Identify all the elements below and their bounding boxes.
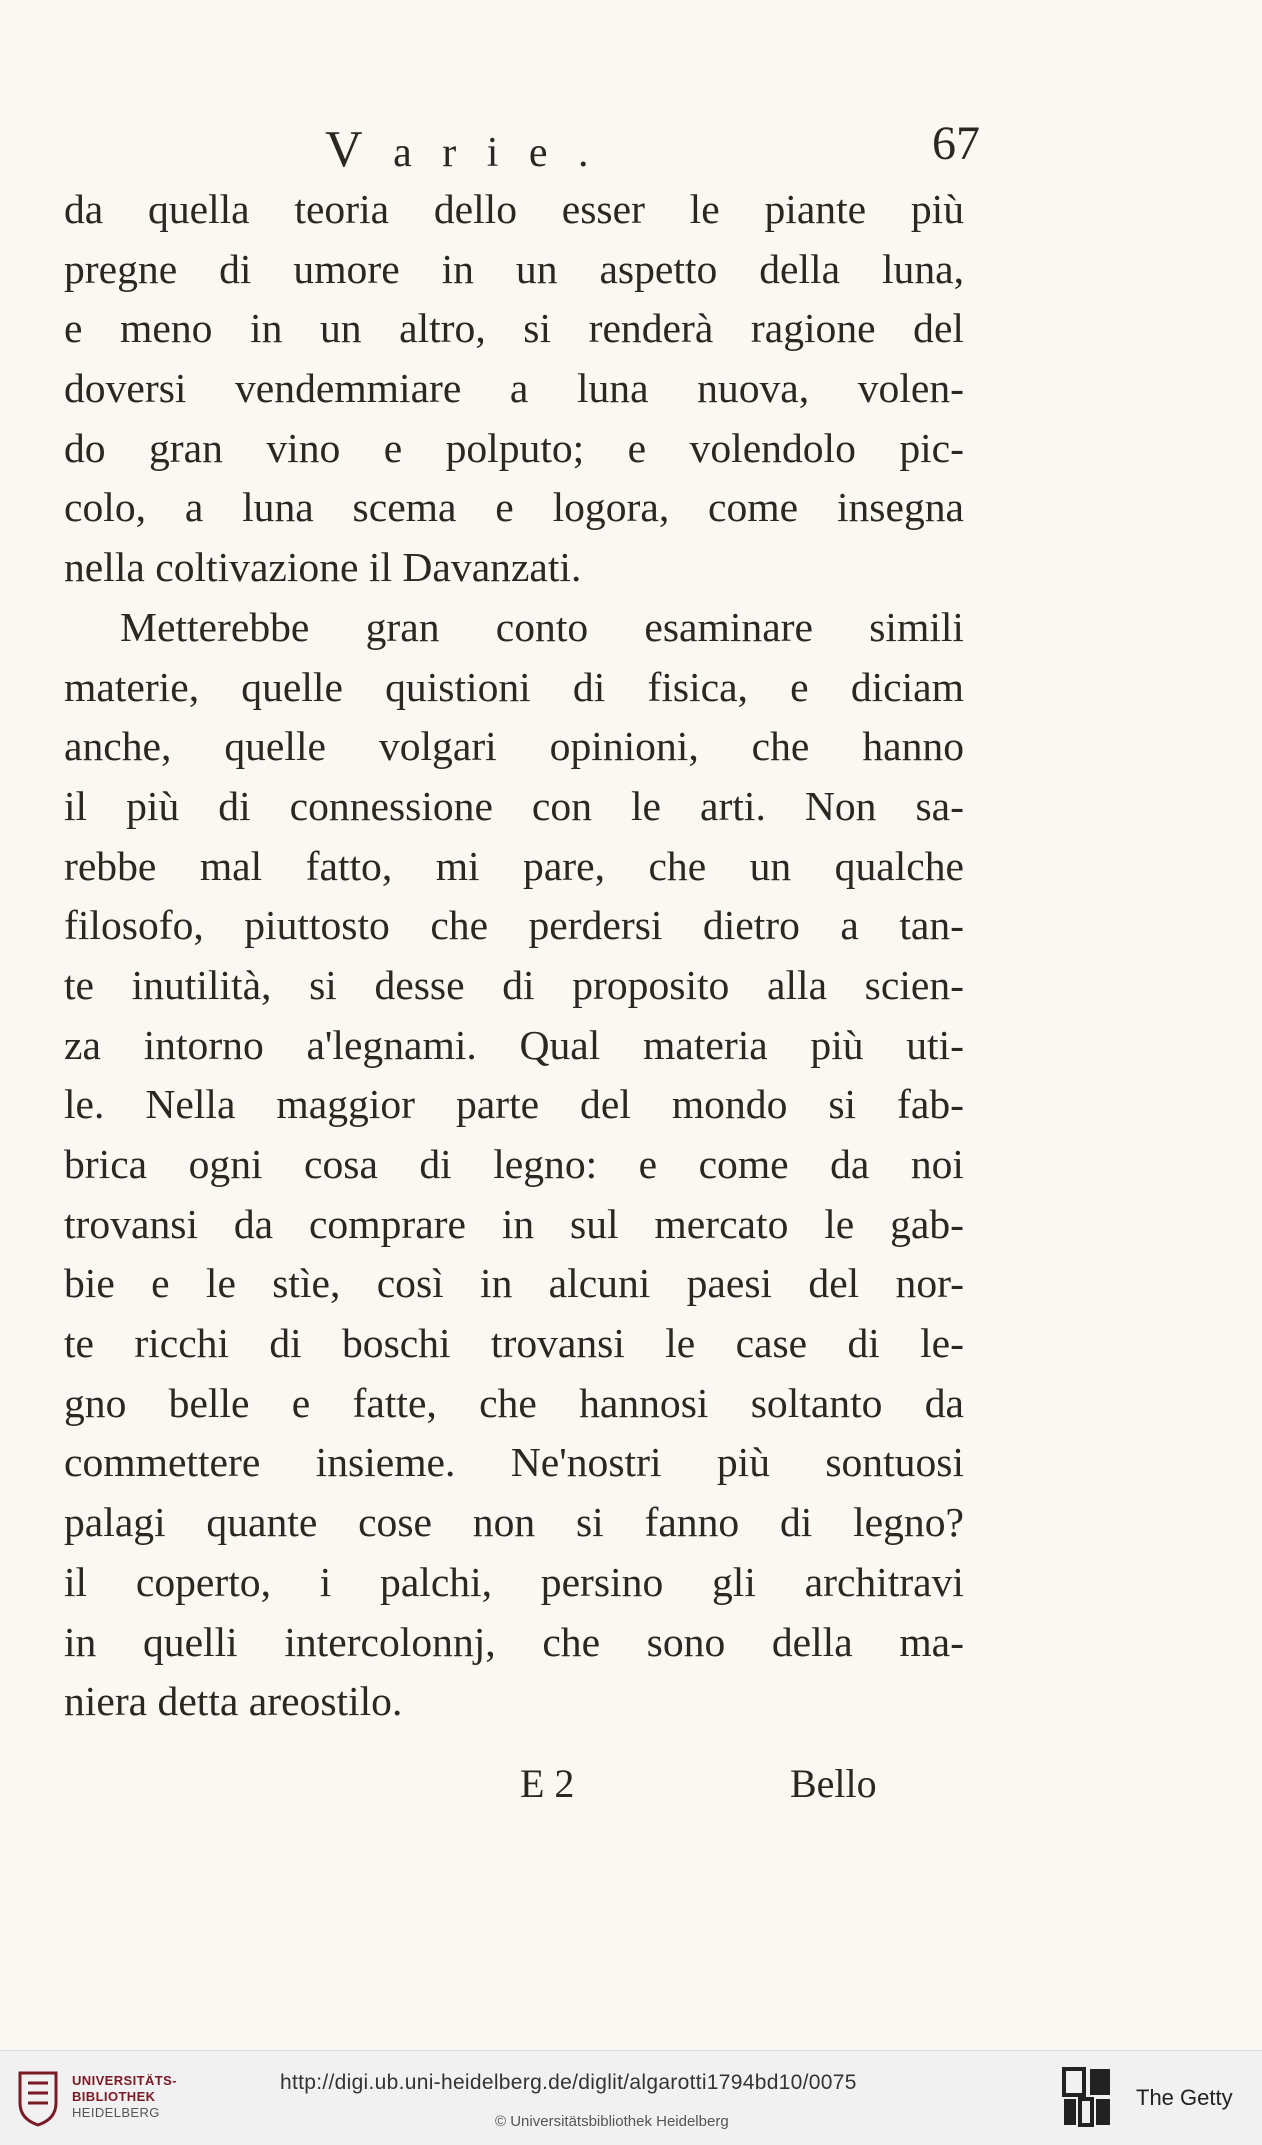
institution-line: UNIVERSITÄTS- bbox=[72, 2073, 177, 2088]
running-title-rest: a r i e . bbox=[393, 130, 591, 176]
copyright-notice: © Universitätsbibliothek Heidelberg bbox=[495, 2113, 729, 2130]
text-line: do gran vino e polputo; e volendolo pic- bbox=[64, 424, 964, 471]
text-line: il più di connessione con le arti. Non sa- bbox=[64, 782, 964, 829]
permalink-url[interactable]: http://digi.ub.uni-heidelberg.de/diglit/algarotti1794bd10/0075 bbox=[280, 2071, 857, 2094]
text-line: brica ogni cosa di legno: e come da noi bbox=[64, 1141, 964, 1187]
text-line: Metterebbe gran conto esaminare simili bbox=[120, 603, 964, 650]
running-title-initial: V bbox=[325, 121, 365, 178]
text-line: colo, a luna scema e logora, come insegna bbox=[64, 484, 964, 531]
institution-line: BIBLIOTHEK bbox=[72, 2089, 156, 2104]
text-line: niera detta areostilo. bbox=[64, 1678, 403, 1725]
text-line: le. Nella maggior parte del mondo si fab- bbox=[64, 1081, 964, 1128]
getty-logo-icon bbox=[1060, 2065, 1114, 2129]
text-line: trovansi da comprare in sul mercato le gab- bbox=[64, 1200, 964, 1247]
text-line: e meno in un altro, si renderà ragione del bbox=[64, 305, 964, 352]
text-line: te inutilità, si desse di proposito alla scien- bbox=[64, 961, 964, 1008]
institution-name bbox=[72, 2073, 177, 2121]
text-line: in quelli intercolonnj, che sono della ma- bbox=[64, 1618, 964, 1665]
text-line: il coperto, i palchi, persino gli architravi bbox=[64, 1558, 964, 1605]
text-line: nella coltivazione il Davanzati. bbox=[64, 544, 582, 591]
text-line: gno belle e fatte, che hannosi soltanto da bbox=[64, 1379, 964, 1426]
text-line: doversi vendemmiare a luna nuova, volen- bbox=[64, 365, 964, 412]
catchword: Bello bbox=[790, 1761, 877, 1806]
institution-line: HEIDELBERG bbox=[72, 2105, 160, 2120]
signature-mark: E 2 bbox=[520, 1761, 575, 1806]
body-text bbox=[64, 180, 964, 1732]
text-line: pregne di umore in un aspetto della luna, bbox=[64, 245, 964, 292]
text-line: bie e le stìe, così in alcuni paesi del nor- bbox=[64, 1260, 964, 1307]
running-title bbox=[325, 120, 591, 179]
text-line: palagi quante cose non si fanno di legno? bbox=[64, 1499, 964, 1546]
text-line: za intorno a'legnami. Qual materia più uti- bbox=[64, 1021, 964, 1068]
text-line: materie, quelle quistioni di fisica, e diciam bbox=[64, 663, 964, 710]
text-line: filosofo, piuttosto che perdersi dietro a tan- bbox=[64, 902, 964, 949]
partner-name: The Getty bbox=[1136, 2085, 1233, 2110]
text-line: da quella teoria dello esser le piante più bbox=[64, 186, 964, 232]
university-seal-icon bbox=[14, 2069, 62, 2127]
text-line: te ricchi di boschi trovansi le case di le- bbox=[64, 1320, 964, 1367]
page-header bbox=[60, 117, 980, 180]
page-number: 67 bbox=[932, 117, 980, 170]
viewer-footer bbox=[0, 2050, 1262, 2145]
text-line: rebbe mal fatto, mi pare, che un qualche bbox=[64, 842, 964, 889]
text-line: anche, quelle volgari opinioni, che hanno bbox=[64, 723, 964, 770]
text-line: commettere insieme. Ne'nostri più sontuosi bbox=[64, 1439, 964, 1486]
